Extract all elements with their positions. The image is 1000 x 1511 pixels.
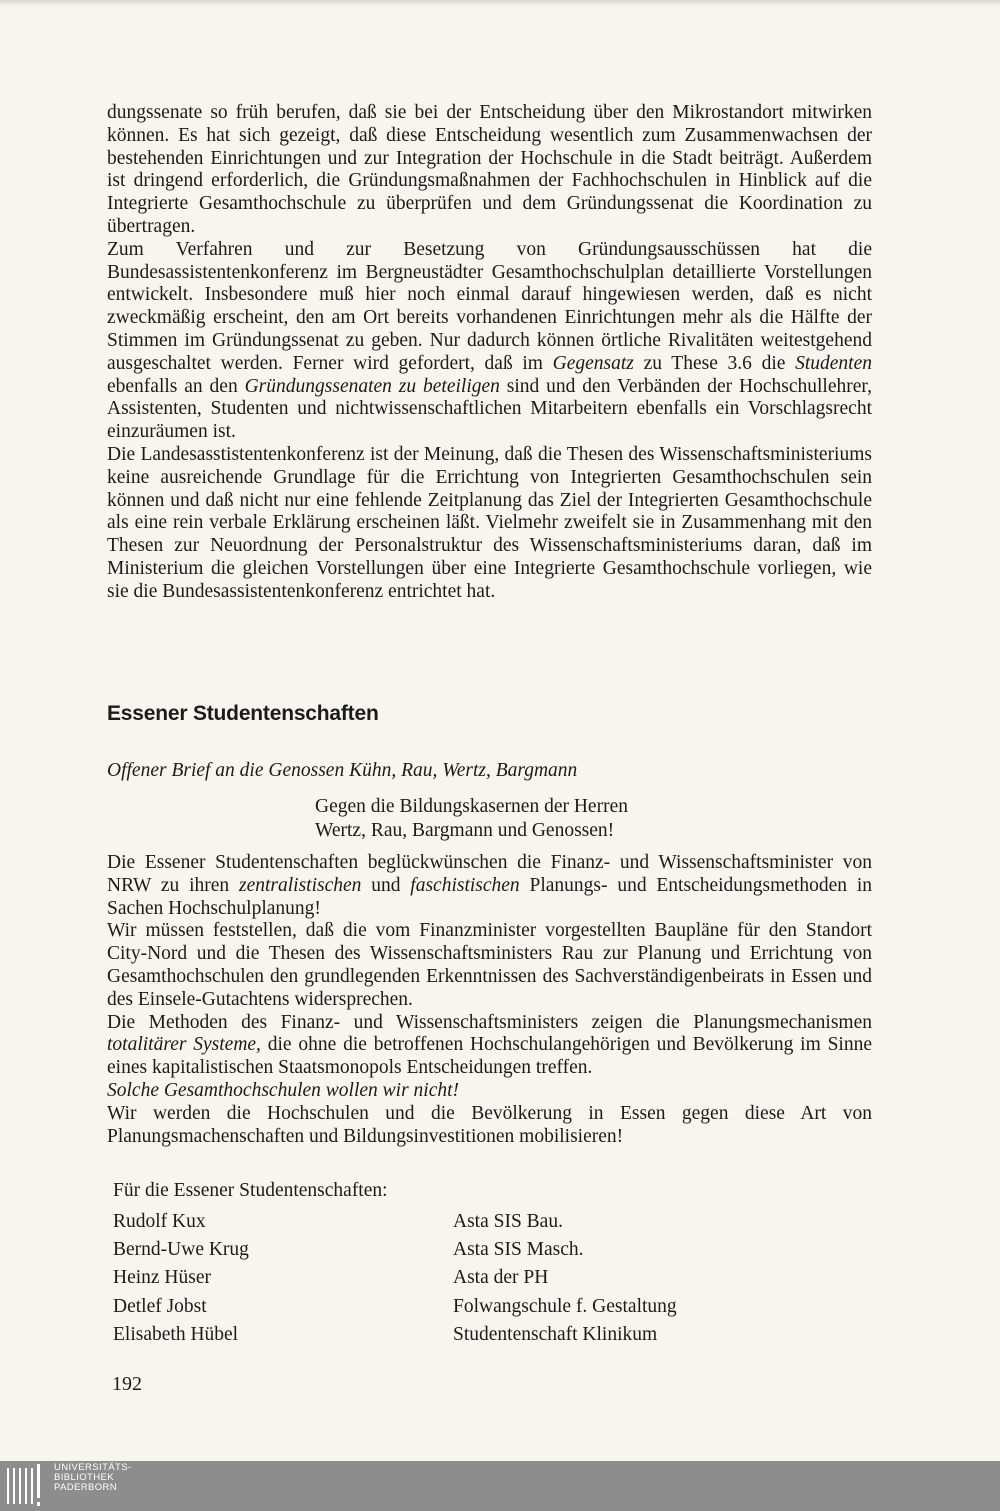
paragraph — [107, 852, 872, 920]
emphasized-text: faschistischen — [410, 874, 520, 896]
paragraph — [107, 1103, 872, 1149]
library-name-line: BIBLIOTHEK — [54, 1472, 114, 1483]
text-run: sind und den Verbänden der Hochschullehrer, Assistenten, Studenten und nichtwissenschaftlichen Mitarbeitern ebenfalls ein Vorschlagsrecht einzuräumen ist. — [107, 375, 872, 443]
signatory-row — [113, 1296, 813, 1324]
signatory-name: Detlef Jobst — [113, 1295, 207, 1317]
signatory-row — [113, 1211, 813, 1239]
letter-motto — [315, 795, 628, 843]
letter-heading: Offener Brief an die Genossen Kühn, Rau, Wertz, Bargmann — [107, 760, 578, 781]
signatory-row — [113, 1267, 813, 1295]
signatory-organization: Folwangschule f. Gestaltung — [453, 1295, 677, 1317]
library-name-line: UNIVERSITÄTS- — [54, 1462, 132, 1473]
signatory-organization: Asta SIS Bau. — [453, 1211, 563, 1232]
library-logo — [6, 1461, 146, 1511]
continued-report-text — [107, 102, 872, 604]
text-run: Wir werden die Hochschulen und die Bevölkerung in Essen gegen diese Art von Planungsmachenschaften und Bildungsinvestitionen mobilisieren! — [107, 1102, 872, 1147]
section-title: Essener Studentenschaften — [107, 702, 379, 725]
signatory-row — [113, 1239, 813, 1267]
library-footer-bar — [0, 1461, 1000, 1511]
motto-line: Gegen die Bildungskasernen der Herren — [315, 796, 628, 817]
signatory-list — [113, 1211, 813, 1352]
text-run: Wir müssen feststellen, daß die vom Finanzminister vorgestellten Baupläne für den Standort City-Nord und die Thesen des Wissenschaftsministers Rau zur Planung und Errichtung von Gesamthochschulen den grundlegenden Erkenntnissen des Sachverständigenbeirats in Essen und des Einsele-Gutachtens widersprechen. — [107, 920, 872, 1010]
text-run: Zum Verfahren und zur Besetzung von Gründungsausschüssen hat die Bundesassistentenkonferenz im Bergneustädter Gesamthochschulplan detaillierte Vorstellungen entwickelt. Insbesondere muß hier noch einmal darauf hingewiesen werden, daß es nicht zweckmäßig erscheint, den am Ort bereits vorhandenen Einrichtungen mehr als die Hälfte der Stimmen im Gründungssenat zu geben. Nur dadurch können örtliche Rivalitäten weitestgehend ausgeschaltet werden. Ferner wird gefordert, daß im — [107, 238, 872, 374]
signatory-name: Elisabeth Hübel — [113, 1323, 239, 1345]
text-run: Die Essener Studentenschaften beglückwünschen die Finanz- und Wissenschaftsminister von NRW zu ihren — [107, 852, 872, 896]
text-run: Planungs- und Entscheidungsmethoden in Sachen Hochschulplanung! — [107, 874, 872, 919]
motto-line: Wertz, Rau, Bargmann und Genossen! — [315, 820, 615, 841]
library-bars-icon — [6, 1464, 46, 1508]
signatory-name: Rudolf Kux — [113, 1211, 206, 1232]
letter-signoff: Für die Essener Studentenschaften: — [113, 1180, 388, 1201]
signatory-organization: Asta SIS Masch. — [453, 1239, 584, 1261]
paragraph — [107, 920, 872, 1011]
text-run: zu These 3.6 die — [633, 352, 796, 374]
text-run: Die Landesasstistentenkonferenz ist der Meinung, daß die Thesen des Wissenschaftsministeriums keine ausreichende Grundlage für die Errichtung von Integrierten Gesamthochschulen sein können und daß nicht nur eine fehlende Zeitplanung das Ziel der Integrierten Gesamthochschule als eine rein verbale Erklärung erscheinen läßt. Vielmehr zweifelt sie in Zusammenhang mit den Thesen zur Neuordnung der Personalstruktur des Wissenschaftsministeriums daran, daß im Ministerium die gleichen Vorstellungen über eine Integrierte Gesamthochschule vorliegen, wie sie die Bundesassistentenkonferenz entrichtet hat. — [107, 443, 872, 602]
scan-edge — [0, 0, 1000, 6]
paragraph — [107, 1080, 872, 1103]
signatory-organization: Studentenschaft Klinikum — [453, 1323, 658, 1345]
text-run: ebenfalls an den — [107, 375, 245, 397]
signatory-name: Bernd-Uwe Krug — [113, 1239, 249, 1261]
signatory-row — [113, 1324, 813, 1352]
emphasized-text: Gründungssenaten zu beteiligen — [244, 375, 500, 397]
paragraph — [107, 102, 872, 239]
text-run: Die Methoden des Finanz- und Wissenschaftsministers zeigen die Planungsmechanismen — [107, 1011, 872, 1033]
emphasized-text: Studenten — [795, 352, 872, 374]
emphasized-text: totalitärer Systeme, — [107, 1034, 261, 1056]
library-name-line: PADERBORN — [54, 1482, 118, 1493]
emphasized-text: Solche Gesamthochschulen wollen wir nicht! — [107, 1079, 460, 1101]
text-run: dungssenate so früh berufen, daß sie bei der Entscheidung über den Mikrostandort mitwirken können. Es hat sich gezeigt, daß diese Entscheidung wesentlich zum Zusammenwachsen der bestehenden Einrichtungen und zur Integration der Hochschule in die Stadt beiträgt. Außerdem ist dringend erforderlich, die Gründungsmaßnahmen der Fachhochschulen in Hinblick auf die Integrierte Gesamthochschule zu überprüfen und dem Gründungssenat die Koordination zu übertragen. — [107, 102, 872, 237]
emphasized-text: Gegensatz — [552, 352, 634, 374]
signatory-organization: Asta der PH — [453, 1267, 549, 1289]
library-name — [54, 1463, 132, 1493]
page-number: 192 — [112, 1373, 142, 1395]
signatory-name: Heinz Hüser — [113, 1267, 212, 1289]
text-run: die ohne die betroffenen Hochschulangehörigen und Bevölkerung im Sinne eines kapitalistischen Staatsmonopols Entscheidungen treffen. — [107, 1034, 872, 1079]
paragraph — [107, 1012, 872, 1080]
emphasized-text: zentralistischen — [238, 874, 362, 896]
text-run: und — [361, 874, 411, 896]
open-letter-body — [107, 852, 872, 1148]
paragraph — [107, 444, 872, 604]
paragraph — [107, 239, 872, 444]
